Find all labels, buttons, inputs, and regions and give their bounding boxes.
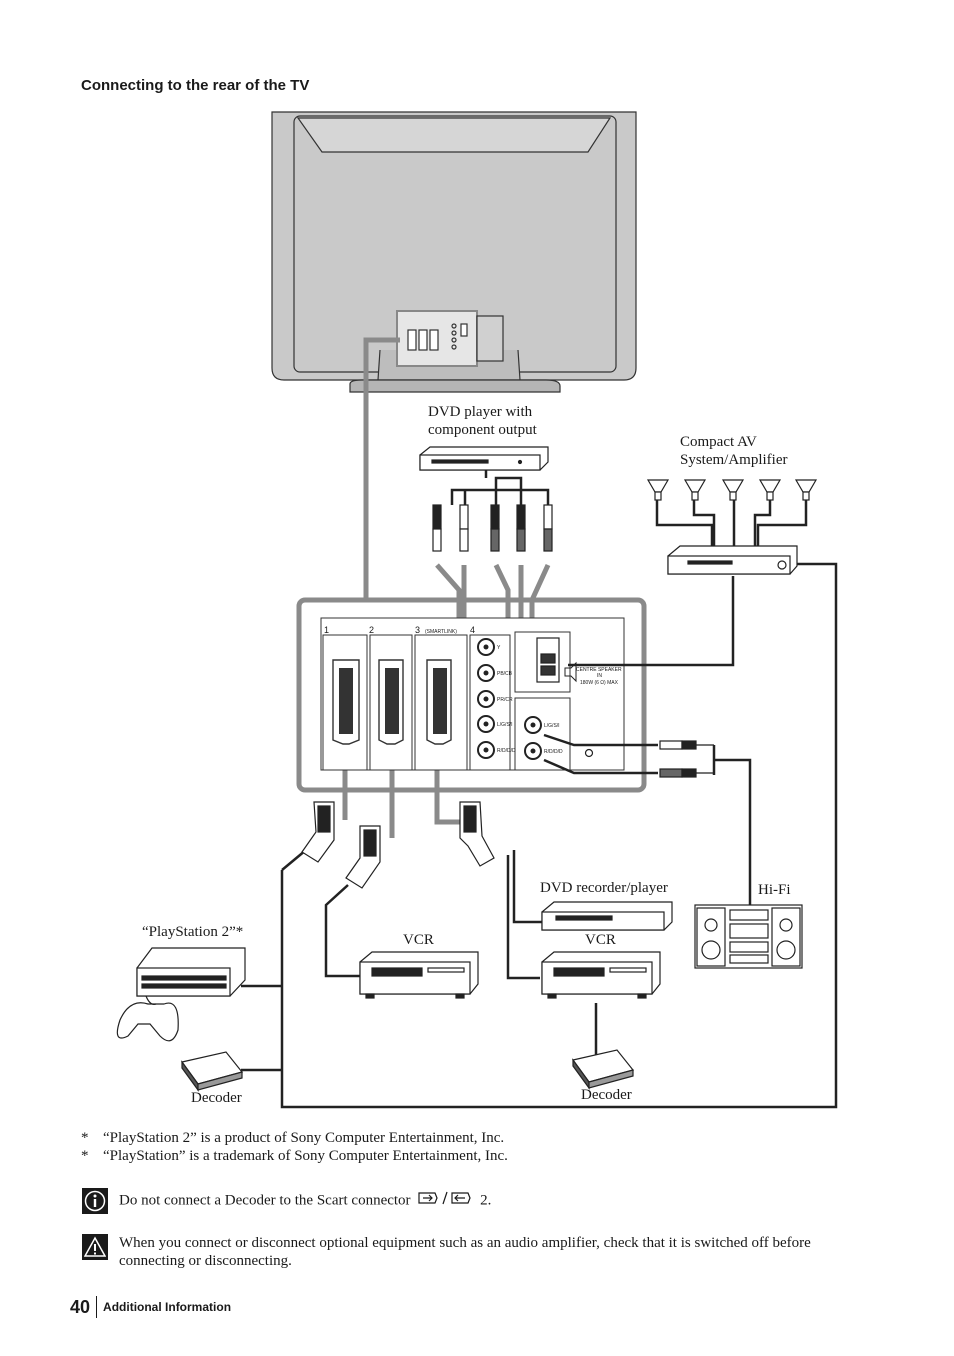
hifi-system bbox=[695, 905, 802, 968]
scart-number-3: 3 bbox=[415, 625, 421, 635]
footnote-marker: * bbox=[81, 1148, 89, 1164]
footnote bbox=[81, 1129, 508, 1147]
footnote-marker: * bbox=[81, 1130, 89, 1146]
label-hifi: Hi-Fi bbox=[758, 882, 791, 898]
footnote bbox=[81, 1147, 508, 1165]
jack-label-pr: PR/CR bbox=[497, 697, 513, 703]
speakers bbox=[648, 480, 816, 500]
page-footer bbox=[70, 1296, 231, 1318]
audio-plugs bbox=[660, 741, 714, 777]
label-amplifier-line-1: Compact AV bbox=[680, 434, 757, 450]
jack-label-y: Y bbox=[497, 645, 501, 651]
jack-label-pb: PB/CB bbox=[497, 671, 513, 677]
info-note-text bbox=[119, 1190, 839, 1212]
playstation-2 bbox=[117, 948, 245, 1041]
scart-number-1: 1 bbox=[324, 625, 330, 635]
vcr-right bbox=[542, 952, 660, 998]
label-dvd-recorder: DVD recorder/player bbox=[540, 880, 668, 896]
footnote-text: “PlayStation” is a trademark of Sony Computer Entertainment, Inc. bbox=[103, 1148, 508, 1164]
label-playstation: “PlayStation 2”* bbox=[142, 924, 244, 940]
decoder-left bbox=[182, 1052, 242, 1090]
smartlink-label: (SMARTLINK) bbox=[425, 629, 457, 635]
speaker-label-line-3: 180W (6 Ω) MAX bbox=[580, 680, 618, 686]
info-note-text-after: 2. bbox=[480, 1192, 492, 1209]
decoder-right bbox=[573, 1050, 633, 1088]
scart-input-icon bbox=[417, 1190, 473, 1212]
rca-plugs bbox=[433, 505, 552, 551]
label-dvd-component-line-1: DVD player with bbox=[428, 404, 533, 420]
warning-note bbox=[82, 1234, 839, 1270]
footnote-text: “PlayStation 2” is a product of Sony Computer Entertainment, Inc. bbox=[103, 1130, 505, 1146]
label-amplifier-line-2: System/Amplifier bbox=[680, 452, 788, 468]
footnotes bbox=[81, 1129, 508, 1165]
speaker-label-line-2: IN bbox=[597, 673, 602, 679]
tv-rear bbox=[272, 112, 636, 392]
label-vcr-left: VCR bbox=[403, 932, 434, 948]
warning-icon bbox=[82, 1234, 108, 1260]
jack-label-left: L/G/S/I bbox=[497, 722, 513, 728]
label-decoder-left: Decoder bbox=[191, 1090, 242, 1106]
audio-out-label-left: L/G/S/I bbox=[544, 723, 560, 729]
info-icon bbox=[82, 1188, 108, 1214]
amplifier bbox=[668, 546, 797, 574]
vcr-left bbox=[360, 952, 478, 998]
audio-out-label-right: R/D/D/D bbox=[544, 749, 563, 755]
dvd-recorder bbox=[542, 902, 672, 930]
label-vcr-right: VCR bbox=[585, 932, 616, 948]
warning-note-text: When you connect or disconnect optional equipment such as an audio amplifier, check that it is switched off before connecting or disconnecting. bbox=[119, 1235, 811, 1269]
page-heading: Connecting to the rear of the TV bbox=[81, 77, 310, 94]
section-name: Additional Information bbox=[103, 1300, 232, 1314]
dvd-player-component bbox=[420, 447, 548, 470]
scart-number-4: 4 bbox=[470, 625, 476, 635]
page-number: 40 bbox=[70, 1296, 97, 1318]
rear-panel bbox=[299, 600, 644, 790]
info-note bbox=[82, 1188, 839, 1214]
scart-plugs bbox=[302, 802, 494, 888]
speaker-label-line-1: CENTRE SPEAKER bbox=[576, 667, 622, 673]
scart-number-2: 2 bbox=[369, 625, 375, 635]
info-note-text-before: Do not connect a Decoder to the Scart connector bbox=[119, 1192, 411, 1209]
label-dvd-component-line-2: component output bbox=[428, 422, 537, 438]
jack-label-right: R/D/D/D bbox=[497, 748, 516, 754]
label-decoder-right: Decoder bbox=[581, 1087, 632, 1103]
